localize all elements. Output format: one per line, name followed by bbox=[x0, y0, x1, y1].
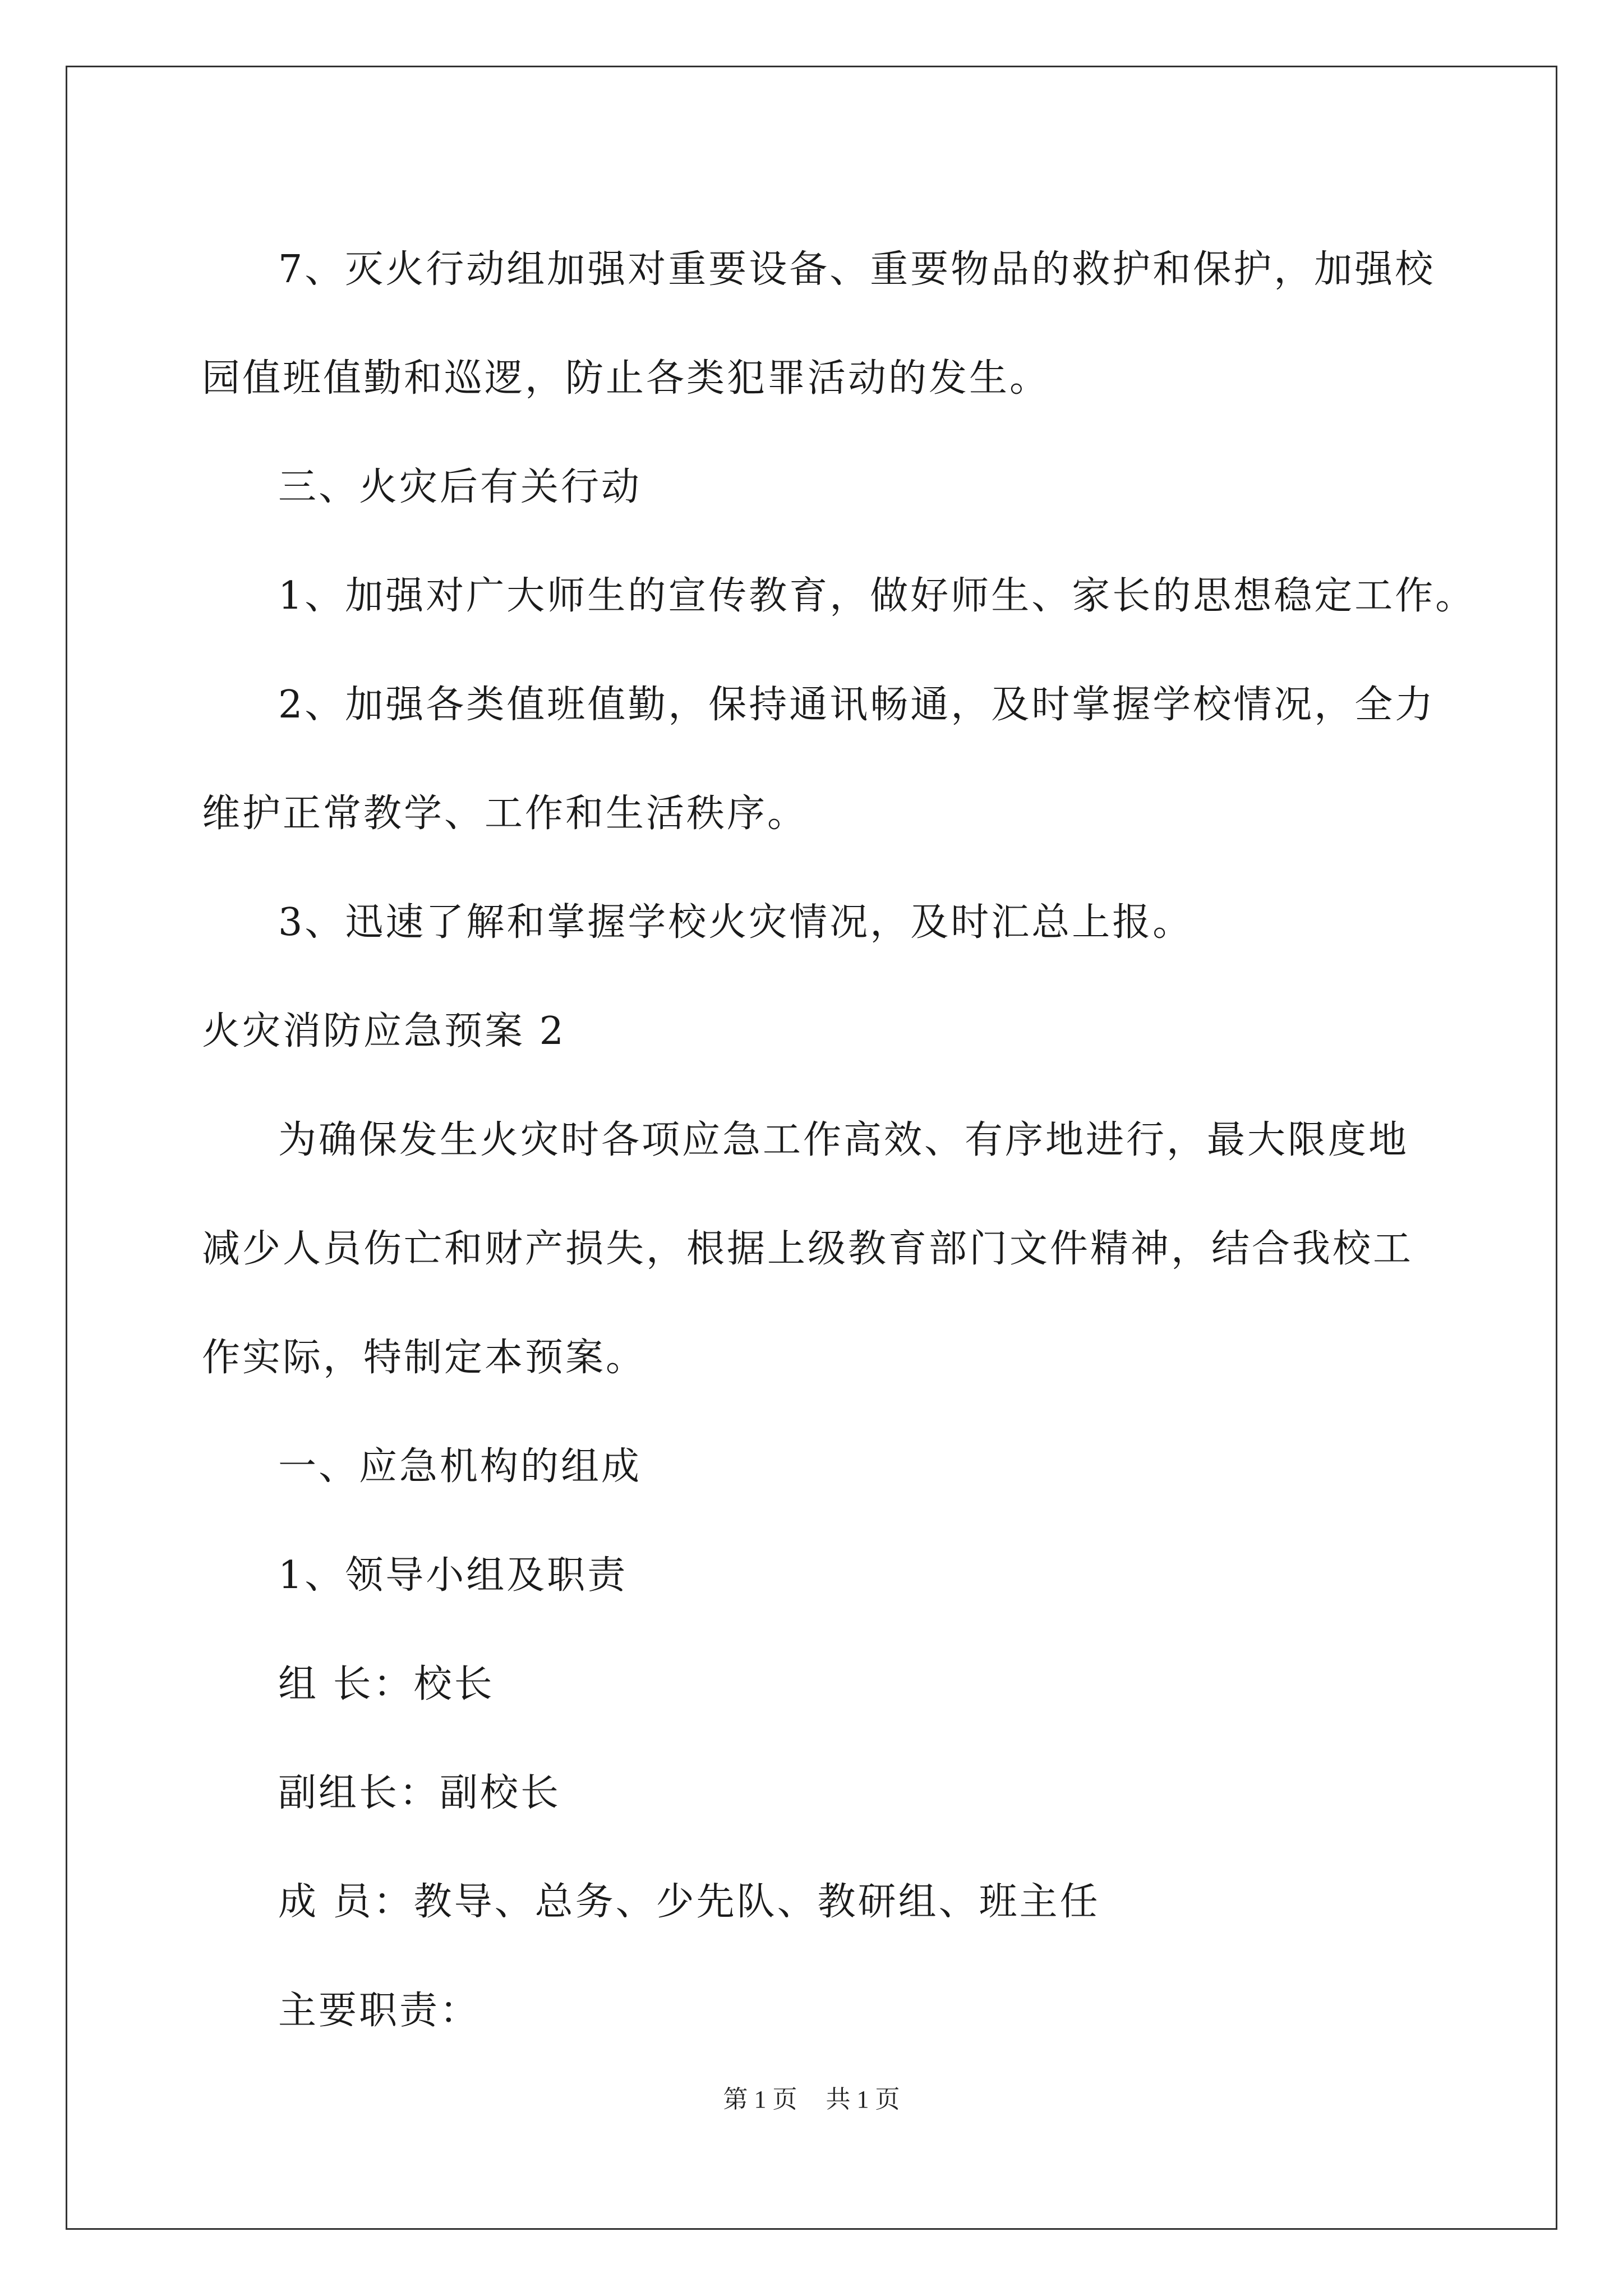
text-line: 7、灭火行动组加强对重要设备、重要物品的救护和保护，加强校 bbox=[278, 247, 1436, 292]
text-line: 主要职责： bbox=[278, 1989, 481, 2033]
text-line: 组 长：校长 bbox=[278, 1662, 495, 1706]
text-line: 维护正常教学、工作和生活秩序。 bbox=[202, 792, 808, 836]
text-line: 园值班值勤和巡逻，防止各类犯罪活动的发生。 bbox=[202, 356, 1050, 401]
text-line: 2、加强各类值班值勤，保持通讯畅通，及时掌握学校情况，全力 bbox=[278, 683, 1436, 727]
section-heading: 一、应急机构的组成 bbox=[278, 1444, 642, 1489]
document-body bbox=[202, 215, 1476, 2065]
text-line: 为确保发生火灾时各项应急工作高效、有序地进行，最大限度地 bbox=[278, 1118, 1409, 1162]
text-line: 作实际，特制定本预案。 bbox=[202, 1336, 647, 1380]
text-line: 3、迅速了解和掌握学校火灾情况，及时汇总上报。 bbox=[278, 900, 1193, 945]
section-heading: 三、火灾后有关行动 bbox=[278, 465, 642, 509]
document-title: 火灾消防应急预案 2 bbox=[202, 1009, 566, 1053]
text-line: 1、加强对广大师生的宣传教育，做好师生、家长的思想稳定工作。 bbox=[278, 574, 1476, 618]
subsection-heading: 1、领导小组及职责 bbox=[278, 1553, 628, 1598]
text-line: 减少人员伤亡和财产损失，根据上级教育部门文件精神，结合我校工 bbox=[202, 1227, 1414, 1271]
text-line: 成 员：教导、总务、少先队、教研组、班主任 bbox=[278, 1880, 1100, 1924]
text-line: 副组长：副校长 bbox=[278, 1771, 561, 1815]
page-footer bbox=[0, 2079, 1623, 2115]
page-number: 第 1 页 bbox=[723, 2086, 797, 2113]
page-total: 共 1 页 bbox=[826, 2086, 900, 2113]
